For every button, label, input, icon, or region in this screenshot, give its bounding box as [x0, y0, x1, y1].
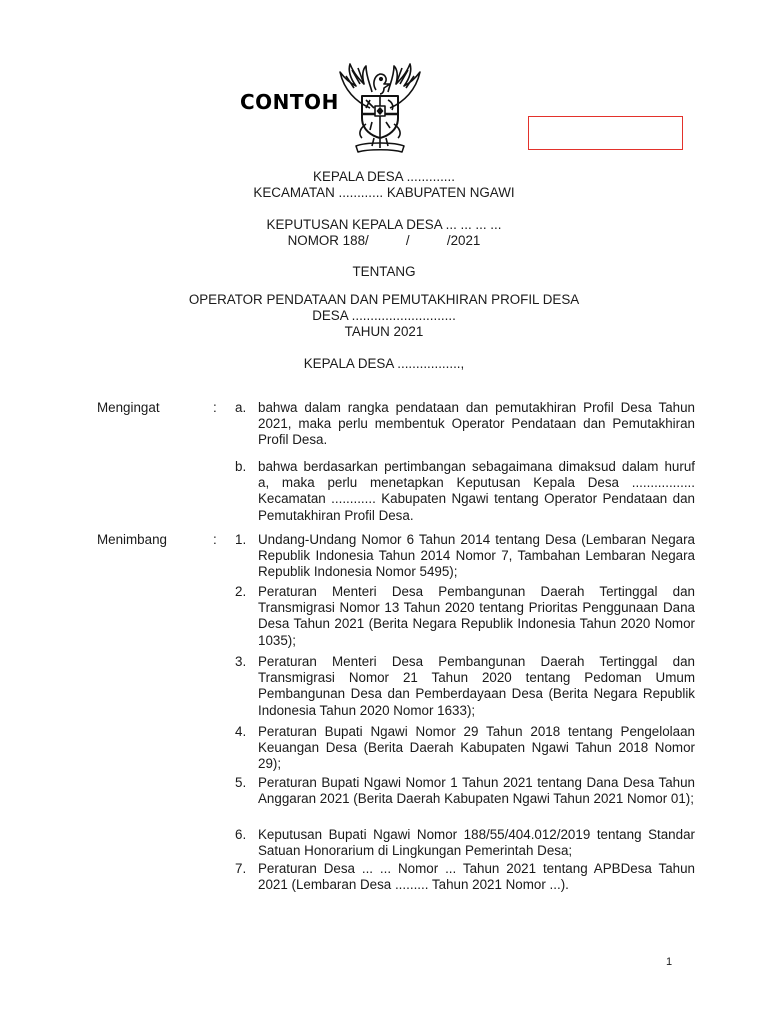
header-line-kecamatan: KECAMATAN ............ KABUPATEN NGAWI	[253, 185, 515, 200]
mengingat-item-b: bahwa berdasarkan pertimbangan sebagaimana dimaksud dalam huruf a, maka perlu menetapkan Keputusan Kepala Desa ................. Kecamatan ............ Kabupaten Ngawi tentang Operator Pendataan dan Pemutakhiran Profil Desa.	[258, 459, 695, 523]
menimbang-marker-6: 6.	[235, 827, 247, 842]
decree-title: KEPUTUSAN KEPALA DESA ... ... ... ...	[266, 217, 502, 232]
kepala-desa-heading: KEPALA DESA .................,	[303, 356, 465, 371]
sample-watermark-label: CONTOH	[240, 90, 339, 114]
menimbang-marker-1: 1.	[235, 532, 247, 547]
page-number: 1	[666, 956, 673, 968]
menimbang-item-7: Peraturan Desa ... ... Nomor ... Tahun 2021 tentang APBDesa Tahun 2021 (Lembaran Desa ......... Tahun 2021 Nomor ...).	[258, 861, 695, 893]
mengingat-label: Mengingat	[97, 400, 160, 415]
tentang-heading: TENTANG	[352, 264, 416, 279]
decree-number: NOMOR 188/ / /2021	[287, 233, 481, 248]
header-line-kepala-desa: KEPALA DESA .............	[313, 169, 455, 184]
mengingat-item-a: bahwa dalam rangka pendataan dan pemutakhiran Profil Desa Tahun 2021, maka perlu membentuk Operator Pendataan dan Pemutakhiran Profil Desa.	[258, 400, 695, 448]
mengingat-colon: :	[213, 400, 217, 415]
menimbang-item-6: Keputusan Bupati Ngawi Nomor 188/55/404.012/2019 tentang Standar Satuan Honorarium di Lingkungan Pemerintah Desa;	[258, 827, 695, 859]
menimbang-marker-7: 7.	[235, 861, 247, 876]
menimbang-item-5: Peraturan Bupati Ngawi Nomor 1 Tahun 2021 tentang Dana Desa Tahun Anggaran 2021 (Berita Daerah Kabupaten Ngawi Tahun 2021 Nomor 01);	[258, 775, 695, 807]
garuda-emblem-icon	[326, 62, 434, 156]
mengingat-marker-a: a.	[235, 400, 247, 415]
menimbang-item-3: Peraturan Menteri Desa Pembangunan Daerah Tertinggal dan Transmigrasi Nomor 21 Tahun 2020 tentang Pedoman Umum Pembangunan Desa dan Pemberdayaan Desa (Berita Negara Republik Indonesia Tahun 2020 Nomor 1633);	[258, 654, 695, 718]
menimbang-item-2: Peraturan Menteri Desa Pembangunan Daerah Tertinggal dan Transmigrasi Nomor 13 Tahun 2020 tentang Prioritas Penggunaan Dana Desa Tahun 2021 (Berita Negara Republik Indonesia Tahun 2020 Nomor 1035);	[258, 584, 695, 648]
subject-line-3: TAHUN 2021	[344, 324, 424, 339]
annotation-box	[528, 116, 683, 150]
menimbang-item-1: Undang-Undang Nomor 6 Tahun 2014 tentang Desa (Lembaran Negara Republik Indonesia Tahun 2014 Nomor 7, Tambahan Lembaran Negara Republik Indonesia Nomor 5495);	[258, 532, 695, 580]
mengingat-marker-b: b.	[235, 459, 247, 474]
menimbang-label: Menimbang	[97, 532, 167, 547]
subject-line-1: OPERATOR PENDATAAN DAN PEMUTAKHIRAN PROFIL DESA	[188, 292, 580, 307]
menimbang-marker-4: 4.	[235, 724, 247, 739]
menimbang-marker-5: 5.	[235, 775, 247, 790]
menimbang-marker-2: 2.	[235, 584, 247, 599]
menimbang-item-4: Peraturan Bupati Ngawi Nomor 29 Tahun 2018 tentang Pengelolaan Keuangan Desa (Berita Daerah Kabupaten Ngawi Tahun 2018 Nomor 29);	[258, 724, 695, 772]
subject-line-2: DESA ............................	[312, 308, 456, 323]
menimbang-marker-3: 3.	[235, 654, 247, 669]
menimbang-colon: :	[213, 532, 217, 547]
